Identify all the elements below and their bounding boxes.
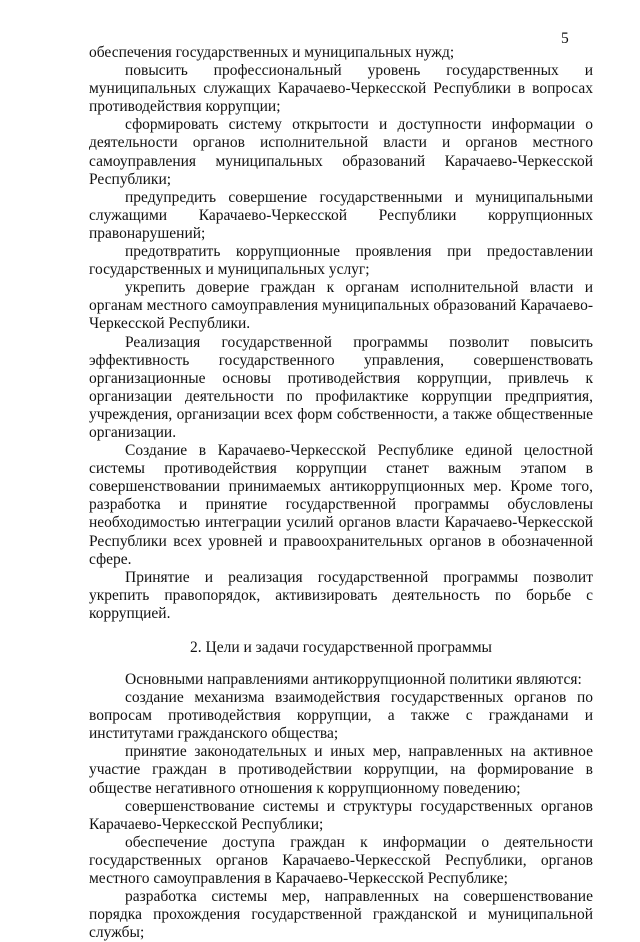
paragraph: предупредить совершение государственными и муниципальными служащими Карачаево-Черкесской Республики коррупционных правонарушений; xyxy=(89,188,593,242)
page-number: 5 xyxy=(561,30,569,47)
paragraph: обеспечение доступа граждан к информации о деятельности государственных органов Карачаево-Черкесской Республики, органов местного самоуправления в Карачаево-Черкесской Республике; xyxy=(89,833,593,888)
paragraph: совершенствование системы и структуры государственных органов Карачаево-Черкесской Республики; xyxy=(89,797,593,833)
section-heading: 2. Цели и задачи государственной программы xyxy=(190,639,492,656)
paragraph: укрепить доверие граждан к органам исполнительной власти и органам местного самоуправления муниципальных образований Карачаево-Черкесской Республики. xyxy=(89,279,593,333)
paragraph: принятие законодательных и иных мер, направленных на активное участие граждан в противодействии коррупции, на формирование в обществе негативного отношения к коррупционному поведению; xyxy=(89,743,593,797)
paragraph: Основными направлениями антикоррупционной политики являются: xyxy=(125,671,582,688)
paragraph: Принятие и реализация государственной программы позволит укрепить правопорядок, активизировать деятельность по борьбе с коррупцией. xyxy=(89,568,593,622)
document-body xyxy=(89,44,593,942)
paragraph: разработка системы мер, направленных на совершенствование порядка прохождения государственной гражданской и муниципальной службы; xyxy=(89,888,593,942)
paragraph: сформировать систему открытости и доступности информации о деятельности органов исполнительной власти и органов местного самоуправления муниципальных образований Карачаево-Черкесской Республики; xyxy=(89,116,593,188)
paragraph: создание механизма взаимодействия государственных органов по вопросам противодействия коррупции, а также с гражданами и институтами гражданского общества; xyxy=(89,689,593,743)
paragraph: Реализация государственной программы позволит повысить эффективность государственного управления, совершенствовать организационные основы противодействия коррупции, привлечь к организации деятельности по профилактике коррупции предприятия, учреждения, организации всех форм собственности, а также общественные организации. xyxy=(89,333,593,441)
paragraph: предотвратить коррупционные проявления при предоставлении государственных и муниципальных услуг; xyxy=(89,243,593,279)
paragraph: Создание в Карачаево-Черкесской Республике единой целостной системы противодействия коррупции станет важным этапом в совершенствовании принимаемых антикоррупционных мер. Кроме того, разработка и принятие государственной программы обусловлены необходимостью интеграции усилий органов власти Карачаево-Черкесской Республики всех уровней и правоохранительных органов в обозначенной сфере. xyxy=(89,442,593,568)
paragraph: повысить профессиональный уровень государственных и муниципальных служащих Карачаево-Черкесской Республики в вопросах противодействия коррупции; xyxy=(89,62,593,116)
paragraph: обеспечения государственных и муниципальных нужд; xyxy=(89,44,455,61)
